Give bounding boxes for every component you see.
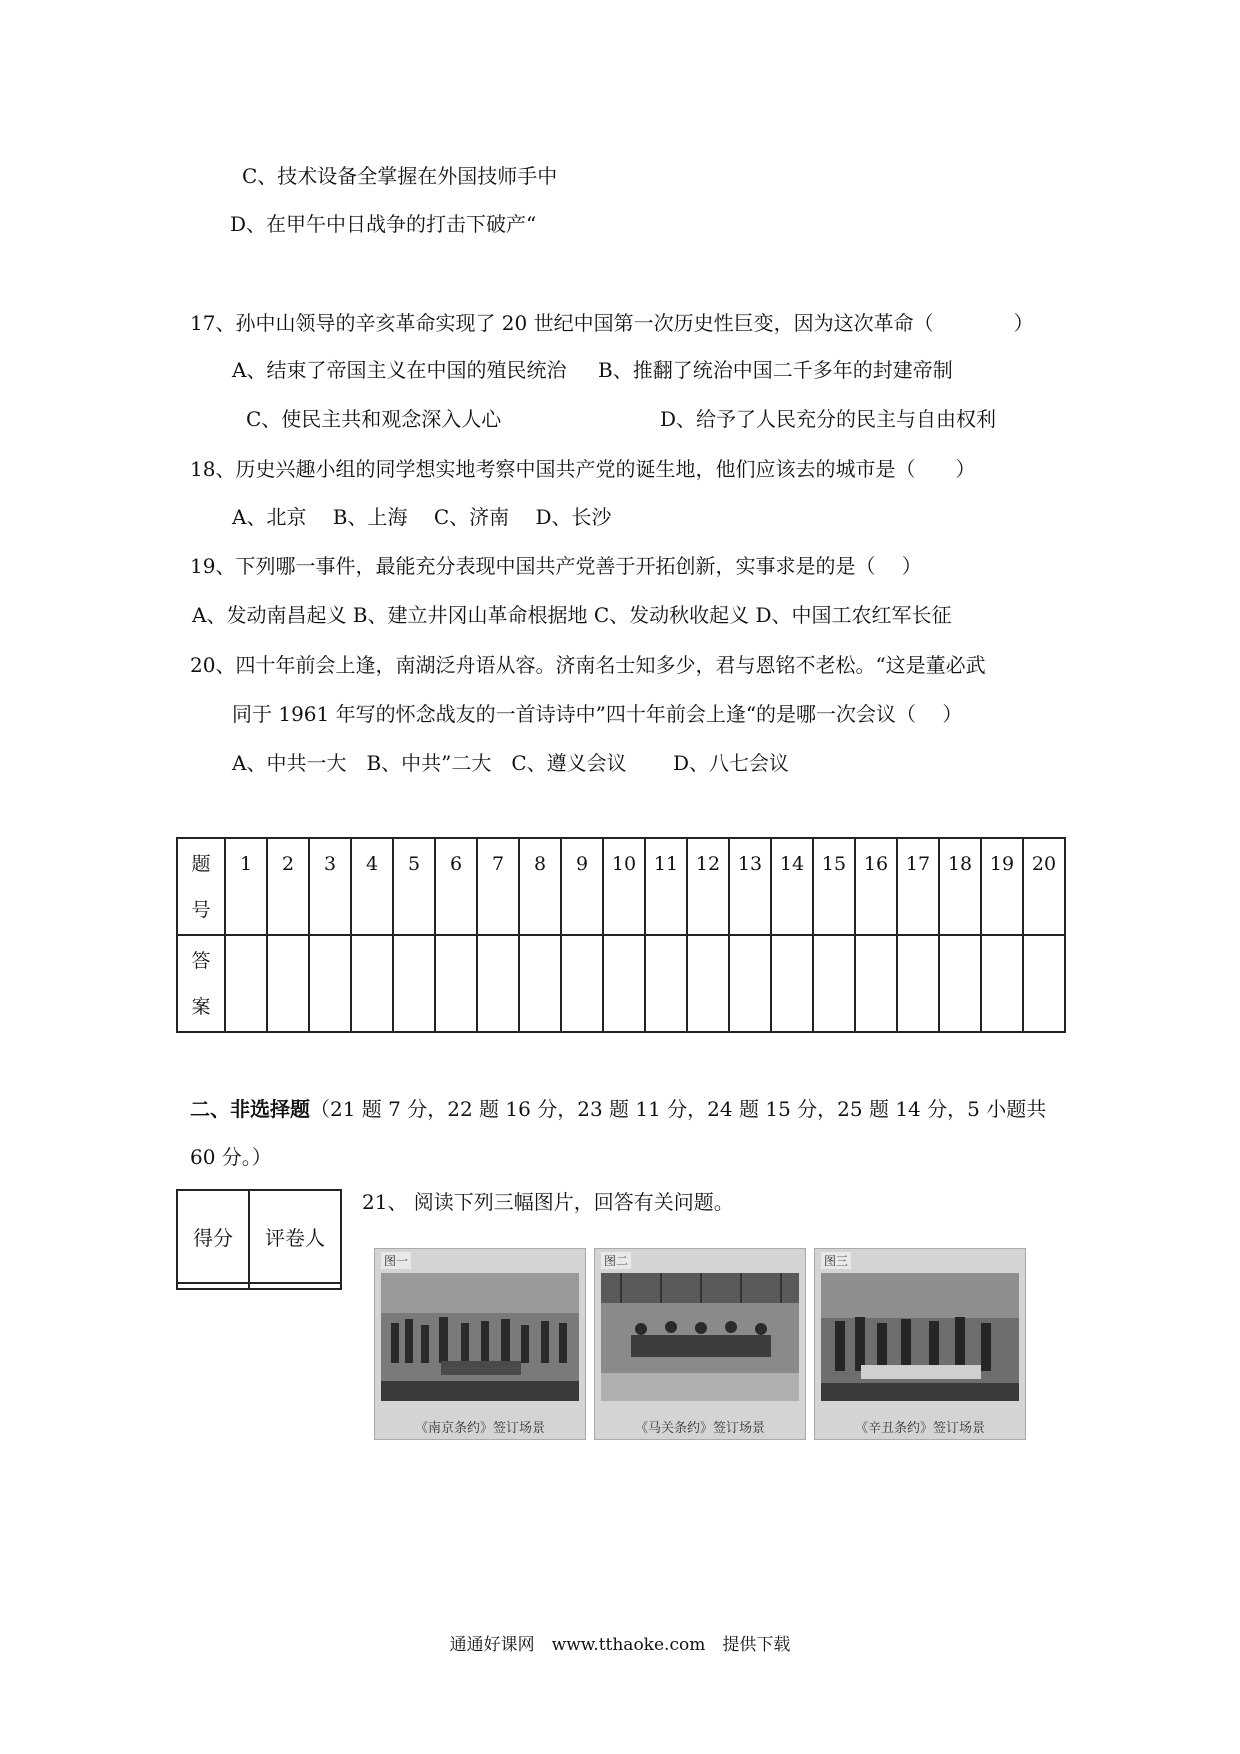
page-footer: 通通好课网 www.tthaoke.com 提供下载 (449, 1635, 791, 1655)
answer-cell[interactable] (813, 935, 855, 1032)
answer-cell[interactable] (771, 935, 813, 1032)
photo-tag: 图一 (381, 1252, 411, 1269)
answer-row-label: 答 案 (177, 935, 225, 1032)
question-number: 1 (225, 838, 267, 935)
section2-title: 二、非选择题 (190, 1097, 310, 1121)
q19-stem: 19、下列哪一事件，最能充分表现中国共产党善于开拓创新，实事求是的是（ ） (190, 554, 922, 578)
score-cell[interactable] (177, 1283, 249, 1289)
answer-table-answer-row (177, 935, 1065, 1032)
answer-cell[interactable] (645, 935, 687, 1032)
question-number: 12 (687, 838, 729, 935)
q16-option-d: D、在甲午中日战争的打击下破产“ (230, 212, 537, 236)
answer-cell[interactable] (393, 935, 435, 1032)
answer-cell[interactable] (981, 935, 1023, 1032)
photo-caption: 《辛丑条约》签订场景 (854, 1421, 985, 1436)
answer-cell[interactable] (561, 935, 603, 1032)
question-number: 8 (519, 838, 561, 935)
question-number: 20 (1023, 838, 1065, 935)
answer-table-number-row (177, 838, 1065, 935)
answer-cell[interactable] (519, 935, 561, 1032)
question-number: 11 (645, 838, 687, 935)
score-box (176, 1189, 342, 1290)
answer-cell[interactable] (855, 935, 897, 1032)
answer-cell[interactable] (687, 935, 729, 1032)
q20-options: A、中共一大 B、中共”二大 C、遵义会议 D、八七会议 (232, 751, 790, 775)
answer-cell[interactable] (267, 935, 309, 1032)
photo-tag: 图二 (601, 1252, 631, 1269)
q18-stem: 18、历史兴趣小组的同学想实地考察中国共产党的诞生地，他们应该去的城市是（ ） (190, 457, 976, 481)
grader-cell[interactable] (249, 1283, 341, 1289)
q18-options: A、北京 B、上海 C、济南 D、长沙 (232, 505, 612, 529)
question-number: 9 (561, 838, 603, 935)
q17-stem: 17、孙中山领导的辛亥革命实现了 20 世纪中国第一次历史性巨变，因为这次革命（ ） (190, 311, 1034, 335)
q16-option-c: C、技术设备全掌握在外国技师手中 (242, 164, 558, 188)
answer-cell[interactable] (729, 935, 771, 1032)
answer-cell[interactable] (435, 935, 477, 1032)
section2-heading (190, 1097, 1046, 1121)
answer-cell[interactable] (1023, 935, 1065, 1032)
question-number: 13 (729, 838, 771, 935)
treaty-signing-scene-image (601, 1273, 799, 1401)
answer-table (176, 837, 1066, 1033)
question-number: 14 (771, 838, 813, 935)
question-number: 6 (435, 838, 477, 935)
q19-options: A、发动南昌起义 B、建立井冈山革命根据地 C、发动秋收起义 D、中国工农红军长征 (192, 603, 952, 627)
section2-desc-line2: 60 分。） (190, 1145, 272, 1169)
q20-stem-line2: 同于 1961 年写的怀念战友的一首诗诗中”四十年前会上逢“的是哪一次会议（ ） (232, 702, 963, 726)
score-label: 得分 (177, 1190, 249, 1283)
photo-boxer-protocol (814, 1248, 1026, 1440)
question-number: 3 (309, 838, 351, 935)
answer-cell[interactable] (603, 935, 645, 1032)
q21-stem: 21、 阅读下列三幅图片，回答有关问题。 (362, 1190, 734, 1214)
photo-caption: 《马关条约》签订场景 (634, 1421, 765, 1436)
photo-shimonoseki-treaty (594, 1248, 806, 1440)
q17-option-d: D、给予了人民充分的民主与自由权利 (660, 407, 997, 431)
treaty-signing-scene-image (821, 1273, 1019, 1401)
question-number: 7 (477, 838, 519, 935)
q17-option-b: B、推翻了统治中国二千多年的封建帝制 (598, 358, 953, 382)
question-number: 4 (351, 838, 393, 935)
section2-desc: （21 题 7 分，22 题 16 分，23 题 11 分，24 题 15 分，25 题 14 分，5 小题共 (310, 1097, 1047, 1121)
photo-tag: 图三 (821, 1252, 851, 1269)
answer-cell[interactable] (225, 935, 267, 1032)
question-number: 17 (897, 838, 939, 935)
q20-stem-line1: 20、四十年前会上逢，南湖泛舟语从容。济南名士知多少，君与恩铭不老松。“这是董必武 (190, 653, 986, 677)
answer-cell[interactable] (309, 935, 351, 1032)
answer-cell[interactable] (477, 935, 519, 1032)
answer-cell[interactable] (897, 935, 939, 1032)
question-number: 10 (603, 838, 645, 935)
answer-cell[interactable] (351, 935, 393, 1032)
grader-label: 评卷人 (249, 1190, 341, 1283)
q17-option-c: C、使民主共和观念深入人心 (246, 407, 502, 431)
question-number: 5 (393, 838, 435, 935)
q17-option-a: A、结束了帝国主义在中国的殖民统治 (232, 358, 567, 382)
photo-caption: 《南京条约》签订场景 (414, 1421, 545, 1436)
question-number: 18 (939, 838, 981, 935)
number-row-label: 题 号 (177, 838, 225, 935)
treaty-signing-scene-image (381, 1273, 579, 1401)
question-number: 15 (813, 838, 855, 935)
photo-nanjing-treaty (374, 1248, 586, 1440)
answer-cell[interactable] (939, 935, 981, 1032)
question-number: 16 (855, 838, 897, 935)
question-number: 19 (981, 838, 1023, 935)
question-number: 2 (267, 838, 309, 935)
